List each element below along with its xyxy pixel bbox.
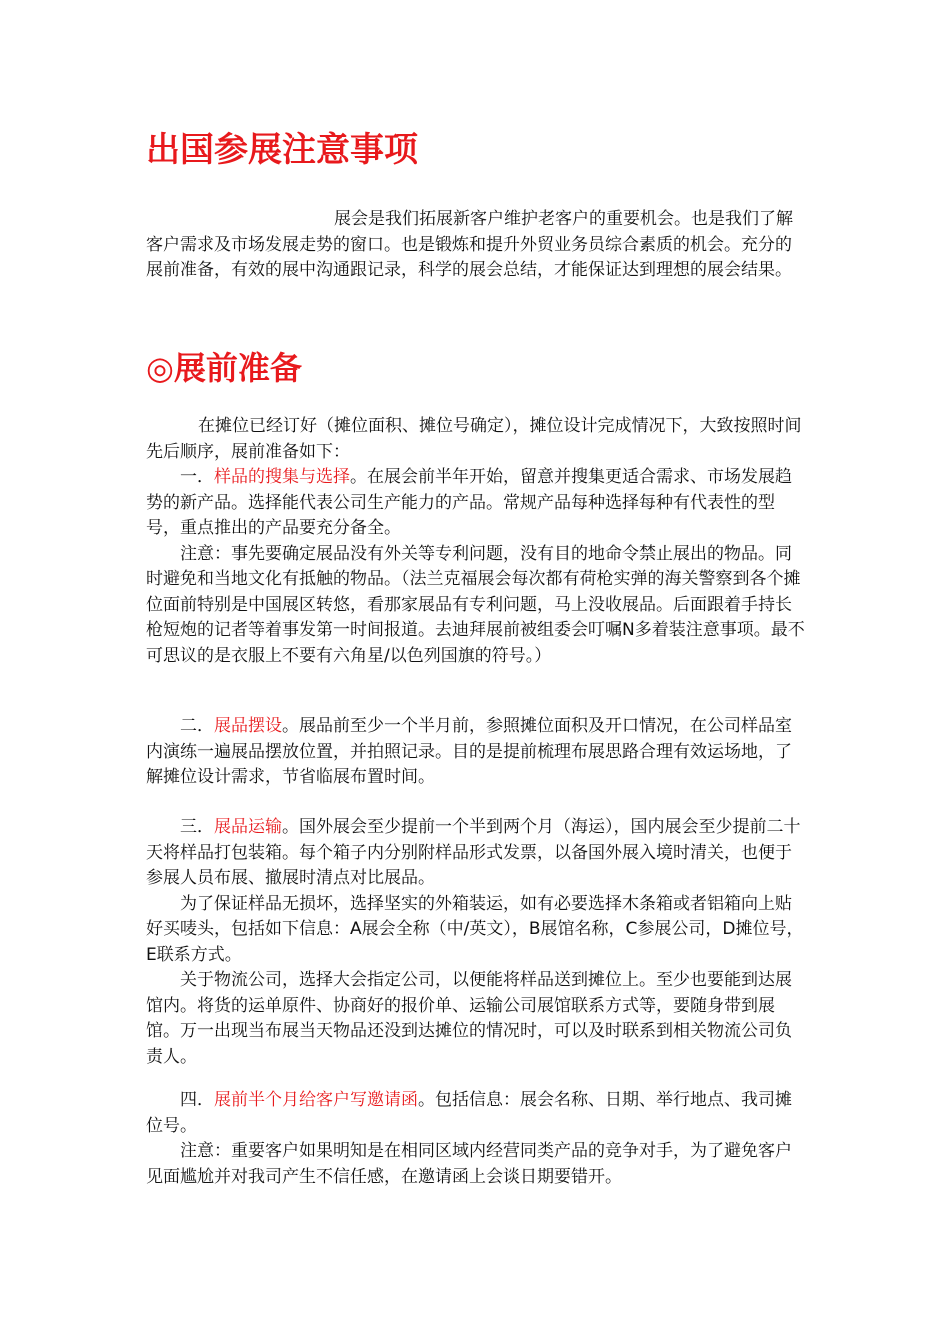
item-1-label: 样品的搜集与选择 bbox=[214, 467, 350, 487]
item-3-paragraph bbox=[146, 815, 808, 892]
item-2-paragraph bbox=[146, 714, 808, 791]
item-3-label: 展品运输 bbox=[214, 817, 282, 837]
item-1 bbox=[146, 465, 808, 669]
item-1-number: 一． bbox=[180, 467, 214, 487]
item-4-note: 注意：重要客户如果明知是在相同区域内经营同类产品的竞争对手，为了避免客户见面尴尬并对我司产生不信任感，在邀请函上会谈日期要错开。 bbox=[146, 1141, 792, 1187]
item-2-text: 。展品前至少一个半月前，参照摊位面积及开口情况，在公司样品室内演练一遍展品摆放位置，并拍照记录。目的是提前梳理布展思路合理有效运场地，了解摊位设计需求，节省临展布置时间。 bbox=[146, 716, 792, 787]
item-4 bbox=[146, 1088, 808, 1190]
prep-intro-paragraph: 在摊位已经订好（摊位面积、摊位号确定），摊位设计完成情况下，大致按照时间先后顺序，展前准备如下： bbox=[146, 416, 802, 462]
item-1-text: 。在展会前半年开始，留意并搜集更适合需求、市场发展趋势的新产品。选择能代表公司生产能力的产品。常规产品每种选择每种有代表性的型号，重点推出的产品要充分备全。 bbox=[146, 467, 792, 538]
intro-block bbox=[146, 207, 808, 284]
item-3 bbox=[146, 815, 808, 1070]
item-3-number: 三． bbox=[180, 817, 214, 837]
intro-paragraph: 展会是我们拓展新客户维护老客户的重要机会。也是我们了解客户需求及市场发展走势的窗口。也是锻炼和提升外贸业务员综合素质的机会。充分的展前准备，有效的展中沟通跟记录，科学的展会总结，才能保证达到理想的展会结果。 bbox=[146, 209, 793, 280]
item-3-text: 。国外展会至少提前一个半到两个月（海运），国内展会至少提前二十天将样品打包装箱。每个箱子内分别附样品形式发票，以备国外展入境时清关，也便于参展人员布展、撤展时清点对比展品。 bbox=[146, 817, 801, 888]
item-2-label: 展品摆设 bbox=[214, 716, 282, 736]
item-3-paragraph-3: 关于物流公司，选择大会指定公司，以便能将样品送到摊位上。至少也要能到达展馆内。将货的运单原件、协商好的报价单、运输公司展馆联系方式等，要随身带到展馆。万一出现当布展当天物品还没到达摊位的情况时，可以及时联系到相关物流公司负责人。 bbox=[146, 970, 792, 1067]
item-4-text: 。包括信息：展会名称、日期、举行地点、我司摊位号。 bbox=[146, 1090, 792, 1136]
section-heading: ◎展前准备 bbox=[146, 349, 302, 387]
item-1-note: 注意：事先要确定展品没有外关等专利问题，没有目的地命令禁止展出的物品。同时避免和当地文化有抵触的物品。（法兰克福展会每次都有荷枪实弹的海关警察到各个摊位面前特别是中国展区转悠，看那家展品有专利问题，马上没收展品。后面跟着手持长枪短炮的记者等着事发第一时间报道。去迪拜展前被组委会叮嘱N多着装注意事项。最不可思议的是衣服上不要有六角星/以色列国旗的符号。） bbox=[146, 543, 805, 666]
item-4-paragraph bbox=[146, 1088, 808, 1139]
item-2 bbox=[146, 714, 808, 791]
page-title: 出国参展注意事项 bbox=[146, 130, 418, 170]
item-4-number: 四． bbox=[180, 1090, 214, 1110]
prep-intro-block bbox=[146, 414, 808, 465]
item-4-label: 展前半个月给客户写邀请函 bbox=[214, 1090, 418, 1110]
item-1-paragraph bbox=[146, 465, 808, 542]
item-3-paragraph-2: 为了保证样品无损坏，选择坚实的外箱装运，如有必要选择木条箱或者铝箱向上贴好买唛头，包括如下信息：A展会全称（中/英文），B展馆名称，C参展公司，D摊位号，E联系方式。 bbox=[146, 893, 804, 965]
item-2-number: 二． bbox=[180, 716, 214, 736]
